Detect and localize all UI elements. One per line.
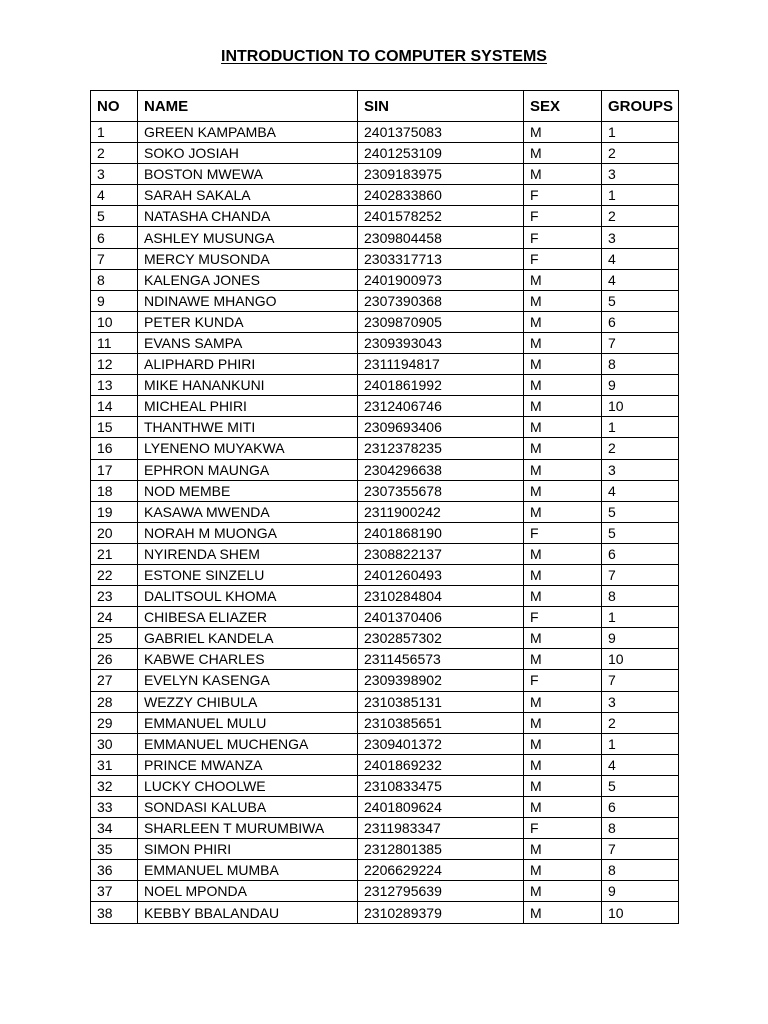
cell-no: 15 [91, 417, 138, 438]
cell-name: EVELYN KASENGA [138, 670, 358, 691]
cell-name: SHARLEEN T MURUMBIWA [138, 818, 358, 839]
cell-name: ALIPHARD PHIRI [138, 354, 358, 375]
table-row [91, 902, 679, 923]
table-row [91, 248, 679, 269]
cell-no: 27 [91, 670, 138, 691]
table-row [91, 797, 679, 818]
cell-name: EVANS SAMPA [138, 332, 358, 353]
cell-groups: 9 [602, 881, 679, 902]
cell-no: 33 [91, 797, 138, 818]
cell-sex: M [524, 143, 602, 164]
cell-groups: 3 [602, 227, 679, 248]
cell-groups: 6 [602, 797, 679, 818]
cell-no: 11 [91, 332, 138, 353]
student-roster-table [90, 90, 679, 924]
cell-sex: M [524, 775, 602, 796]
cell-sin: 2302857302 [358, 628, 524, 649]
cell-name: WEZZY CHIBULA [138, 691, 358, 712]
cell-sex: F [524, 248, 602, 269]
cell-sex: M [524, 122, 602, 143]
cell-sex: M [524, 881, 602, 902]
cell-no: 21 [91, 543, 138, 564]
cell-sin: 2401869232 [358, 754, 524, 775]
cell-no: 8 [91, 269, 138, 290]
cell-sin: 2401370406 [358, 607, 524, 628]
cell-no: 37 [91, 881, 138, 902]
cell-name: KALENGA JONES [138, 269, 358, 290]
table-row [91, 754, 679, 775]
cell-name: CHIBESA ELIAZER [138, 607, 358, 628]
cell-sex: F [524, 185, 602, 206]
cell-no: 23 [91, 586, 138, 607]
cell-no: 13 [91, 375, 138, 396]
table-body [91, 122, 679, 924]
cell-groups: 2 [602, 143, 679, 164]
cell-sin: 2310385131 [358, 691, 524, 712]
cell-groups: 8 [602, 586, 679, 607]
cell-sex: M [524, 691, 602, 712]
cell-name: KASAWA MWENDA [138, 501, 358, 522]
table-row [91, 438, 679, 459]
cell-groups: 6 [602, 543, 679, 564]
table-row [91, 543, 679, 564]
cell-no: 17 [91, 459, 138, 480]
cell-name: LYENENO MUYAKWA [138, 438, 358, 459]
cell-name: EPHRON MAUNGA [138, 459, 358, 480]
cell-no: 14 [91, 396, 138, 417]
cell-sin: 2401578252 [358, 206, 524, 227]
cell-sin: 2402833860 [358, 185, 524, 206]
cell-groups: 7 [602, 670, 679, 691]
cell-sin: 2307390368 [358, 290, 524, 311]
cell-sex: M [524, 290, 602, 311]
cell-no: 20 [91, 522, 138, 543]
cell-groups: 4 [602, 480, 679, 501]
cell-name: SONDASI KALUBA [138, 797, 358, 818]
cell-groups: 1 [602, 607, 679, 628]
cell-name: EMMANUEL MUCHENGA [138, 733, 358, 754]
cell-sex: M [524, 480, 602, 501]
cell-groups: 8 [602, 818, 679, 839]
cell-no: 1 [91, 122, 138, 143]
cell-sin: 2401861992 [358, 375, 524, 396]
cell-sex: M [524, 543, 602, 564]
cell-groups: 7 [602, 564, 679, 585]
cell-name: MIKE HANANKUNI [138, 375, 358, 396]
cell-sin: 2311194817 [358, 354, 524, 375]
cell-no: 2 [91, 143, 138, 164]
cell-groups: 5 [602, 290, 679, 311]
cell-sin: 2310289379 [358, 902, 524, 923]
table-row [91, 522, 679, 543]
cell-sin: 2303317713 [358, 248, 524, 269]
cell-name: NORAH M MUONGA [138, 522, 358, 543]
cell-sex: F [524, 818, 602, 839]
cell-sex: M [524, 797, 602, 818]
table-row [91, 417, 679, 438]
header-sin: SIN [358, 91, 524, 122]
cell-groups: 7 [602, 839, 679, 860]
cell-sin: 2309693406 [358, 417, 524, 438]
cell-name: LUCKY CHOOLWE [138, 775, 358, 796]
cell-no: 38 [91, 902, 138, 923]
table-row [91, 691, 679, 712]
cell-name: BOSTON MWEWA [138, 164, 358, 185]
header-no: NO [91, 91, 138, 122]
cell-groups: 4 [602, 754, 679, 775]
table-row [91, 354, 679, 375]
table-row [91, 396, 679, 417]
cell-sin: 2310833475 [358, 775, 524, 796]
cell-sin: 2312801385 [358, 839, 524, 860]
cell-sex: F [524, 670, 602, 691]
cell-sin: 2401375083 [358, 122, 524, 143]
cell-groups: 2 [602, 206, 679, 227]
cell-no: 19 [91, 501, 138, 522]
cell-sin: 2307355678 [358, 480, 524, 501]
cell-name: NDINAWE MHANGO [138, 290, 358, 311]
cell-sex: M [524, 459, 602, 480]
cell-sex: M [524, 754, 602, 775]
cell-sex: F [524, 607, 602, 628]
table-row [91, 839, 679, 860]
cell-sin: 2309870905 [358, 311, 524, 332]
table-row [91, 227, 679, 248]
cell-groups: 9 [602, 375, 679, 396]
cell-no: 3 [91, 164, 138, 185]
table-row [91, 311, 679, 332]
table-row [91, 860, 679, 881]
table-row [91, 733, 679, 754]
cell-no: 16 [91, 438, 138, 459]
cell-no: 28 [91, 691, 138, 712]
cell-sex: M [524, 438, 602, 459]
table-row [91, 122, 679, 143]
cell-groups: 10 [602, 902, 679, 923]
cell-no: 24 [91, 607, 138, 628]
header-row [91, 91, 679, 122]
cell-sin: 2311983347 [358, 818, 524, 839]
cell-name: ESTONE SINZELU [138, 564, 358, 585]
cell-no: 12 [91, 354, 138, 375]
cell-name: NOEL MPONDA [138, 881, 358, 902]
cell-groups: 5 [602, 775, 679, 796]
cell-name: PETER KUNDA [138, 311, 358, 332]
cell-sin: 2309183975 [358, 164, 524, 185]
table-row [91, 459, 679, 480]
cell-groups: 4 [602, 269, 679, 290]
cell-name: NATASHA CHANDA [138, 206, 358, 227]
cell-name: MICHEAL PHIRI [138, 396, 358, 417]
cell-sin: 2401253109 [358, 143, 524, 164]
cell-sin: 2310284804 [358, 586, 524, 607]
table-row [91, 628, 679, 649]
cell-sex: M [524, 586, 602, 607]
cell-sin: 2401900973 [358, 269, 524, 290]
cell-no: 36 [91, 860, 138, 881]
cell-groups: 1 [602, 185, 679, 206]
cell-no: 4 [91, 185, 138, 206]
cell-sex: F [524, 522, 602, 543]
cell-sin: 2309401372 [358, 733, 524, 754]
cell-no: 10 [91, 311, 138, 332]
table-row [91, 586, 679, 607]
cell-no: 35 [91, 839, 138, 860]
header-sex: SEX [524, 91, 602, 122]
table-row [91, 649, 679, 670]
cell-no: 7 [91, 248, 138, 269]
cell-groups: 1 [602, 122, 679, 143]
table-row [91, 564, 679, 585]
cell-sex: M [524, 839, 602, 860]
cell-groups: 2 [602, 438, 679, 459]
cell-sin: 2401868190 [358, 522, 524, 543]
cell-groups: 9 [602, 628, 679, 649]
cell-sex: M [524, 564, 602, 585]
cell-name: NYIRENDA SHEM [138, 543, 358, 564]
table-row [91, 607, 679, 628]
table-row [91, 185, 679, 206]
table-row [91, 818, 679, 839]
cell-no: 22 [91, 564, 138, 585]
cell-sex: M [524, 354, 602, 375]
cell-sin: 2309398902 [358, 670, 524, 691]
cell-sin: 2310385651 [358, 712, 524, 733]
table-row [91, 375, 679, 396]
cell-sex: M [524, 501, 602, 522]
cell-sin: 2304296638 [358, 459, 524, 480]
cell-sin: 2309804458 [358, 227, 524, 248]
document-title: INTRODUCTION TO COMPUTER SYSTEMS [221, 48, 547, 65]
cell-groups: 5 [602, 522, 679, 543]
cell-groups: 10 [602, 649, 679, 670]
cell-name: MERCY MUSONDA [138, 248, 358, 269]
cell-groups: 5 [602, 501, 679, 522]
cell-groups: 8 [602, 860, 679, 881]
cell-no: 5 [91, 206, 138, 227]
cell-sex: M [524, 902, 602, 923]
cell-sex: M [524, 417, 602, 438]
cell-name: NOD MEMBE [138, 480, 358, 501]
cell-sex: M [524, 628, 602, 649]
cell-sin: 2312406746 [358, 396, 524, 417]
cell-sin: 2308822137 [358, 543, 524, 564]
cell-name: GABRIEL KANDELA [138, 628, 358, 649]
cell-name: PRINCE MWANZA [138, 754, 358, 775]
cell-sex: M [524, 712, 602, 733]
table-row [91, 775, 679, 796]
cell-name: DALITSOUL KHOMA [138, 586, 358, 607]
cell-groups: 1 [602, 417, 679, 438]
table-row [91, 269, 679, 290]
cell-sex: M [524, 164, 602, 185]
cell-name: KEBBY BBALANDAU [138, 902, 358, 923]
cell-sex: M [524, 311, 602, 332]
table-row [91, 164, 679, 185]
table-row [91, 332, 679, 353]
cell-sex: M [524, 649, 602, 670]
table-row [91, 480, 679, 501]
cell-sex: M [524, 396, 602, 417]
cell-groups: 2 [602, 712, 679, 733]
cell-no: 25 [91, 628, 138, 649]
table-row [91, 881, 679, 902]
cell-no: 32 [91, 775, 138, 796]
cell-groups: 7 [602, 332, 679, 353]
cell-no: 34 [91, 818, 138, 839]
table-row [91, 206, 679, 227]
cell-sin: 2312795639 [358, 881, 524, 902]
cell-groups: 10 [602, 396, 679, 417]
cell-sex: M [524, 269, 602, 290]
cell-sin: 2311900242 [358, 501, 524, 522]
cell-groups: 1 [602, 733, 679, 754]
cell-no: 18 [91, 480, 138, 501]
cell-sex: M [524, 733, 602, 754]
table-row [91, 501, 679, 522]
table-row [91, 290, 679, 311]
cell-sex: M [524, 860, 602, 881]
cell-groups: 4 [602, 248, 679, 269]
header-name: NAME [138, 91, 358, 122]
cell-no: 30 [91, 733, 138, 754]
cell-sin: 2401260493 [358, 564, 524, 585]
header-groups: GROUPS [602, 91, 679, 122]
cell-name: KABWE CHARLES [138, 649, 358, 670]
cell-sex: F [524, 227, 602, 248]
cell-name: SIMON PHIRI [138, 839, 358, 860]
cell-name: EMMANUEL MULU [138, 712, 358, 733]
cell-sex: M [524, 332, 602, 353]
cell-no: 31 [91, 754, 138, 775]
cell-name: GREEN KAMPAMBA [138, 122, 358, 143]
table-header [91, 91, 679, 122]
cell-name: ASHLEY MUSUNGA [138, 227, 358, 248]
cell-groups: 8 [602, 354, 679, 375]
cell-name: SOKO JOSIAH [138, 143, 358, 164]
cell-name: SARAH SAKALA [138, 185, 358, 206]
cell-name: THANTHWE MITI [138, 417, 358, 438]
cell-sex: F [524, 206, 602, 227]
cell-no: 9 [91, 290, 138, 311]
cell-groups: 3 [602, 459, 679, 480]
cell-sex: M [524, 375, 602, 396]
cell-sin: 2206629224 [358, 860, 524, 881]
cell-groups: 3 [602, 691, 679, 712]
cell-name: EMMANUEL MUMBA [138, 860, 358, 881]
cell-no: 6 [91, 227, 138, 248]
cell-sin: 2309393043 [358, 332, 524, 353]
cell-no: 29 [91, 712, 138, 733]
cell-sin: 2311456573 [358, 649, 524, 670]
cell-groups: 3 [602, 164, 679, 185]
cell-sin: 2312378235 [358, 438, 524, 459]
cell-no: 26 [91, 649, 138, 670]
cell-groups: 6 [602, 311, 679, 332]
table-row [91, 143, 679, 164]
cell-sin: 2401809624 [358, 797, 524, 818]
table-row [91, 670, 679, 691]
table-row [91, 712, 679, 733]
